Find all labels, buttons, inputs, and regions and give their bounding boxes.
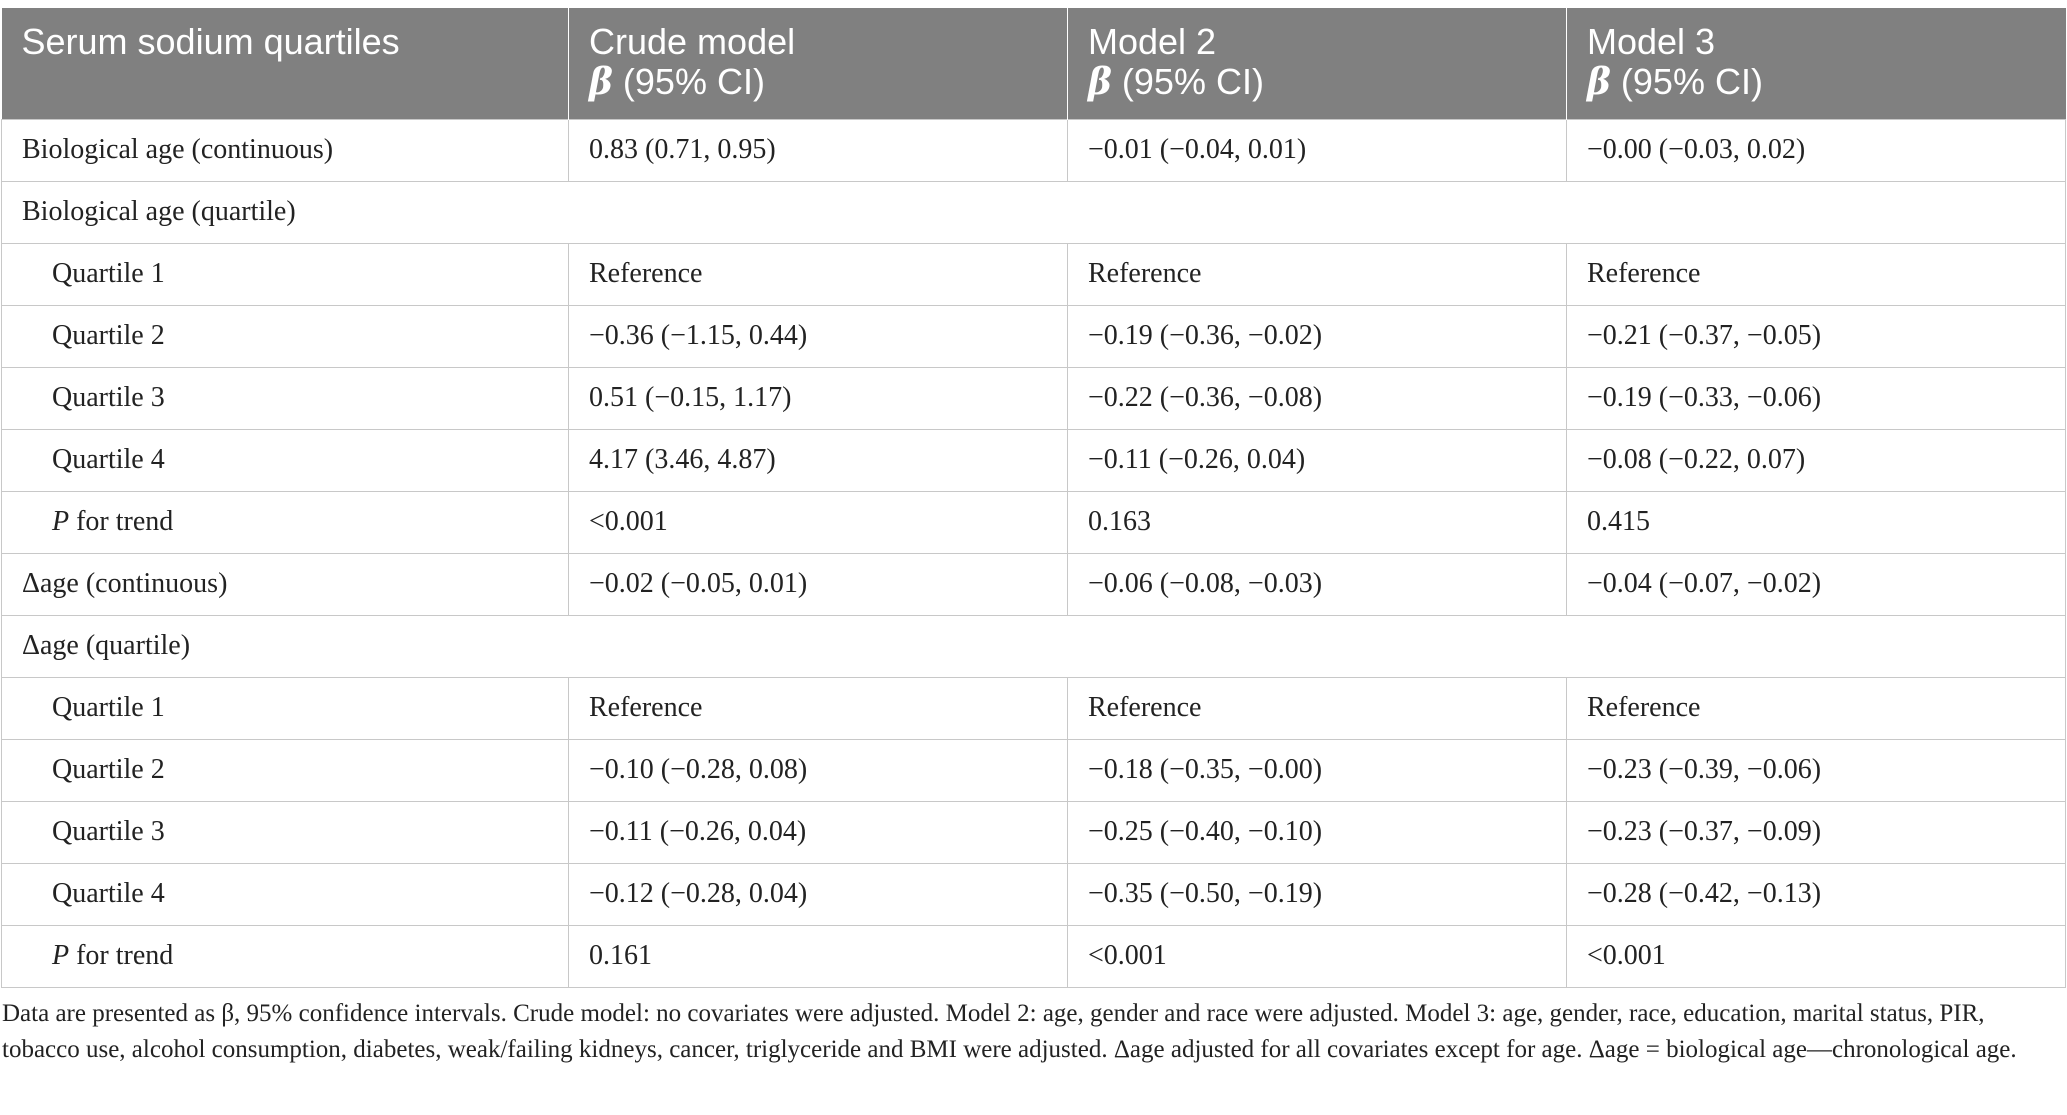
table-row [2,677,2066,739]
section-label: Biological age (quartile) [2,181,2066,243]
model2-value: −0.18 (−0.35, −0.00) [1068,739,1567,801]
table-row [2,553,2066,615]
model3-value: −0.23 (−0.39, −0.06) [1567,739,2066,801]
p-symbol: P [52,506,70,537]
crude-value: −0.11 (−0.26, 0.04) [569,801,1068,863]
crude-value: Reference [569,243,1068,305]
model3-value: −0.19 (−0.33, −0.06) [1567,367,2066,429]
table-row [2,243,2066,305]
crude-value: −0.12 (−0.28, 0.04) [569,863,1068,925]
model2-value: −0.06 (−0.08, −0.03) [1068,553,1567,615]
ci-label: (95% CI) [1111,61,1264,102]
row-label: Δage (continuous) [2,553,569,615]
model2-value: Reference [1068,243,1567,305]
model2-value: <0.001 [1068,925,1567,987]
p-trend-text: for trend [69,506,174,537]
model3-value: −0.28 (−0.42, −0.13) [1567,863,2066,925]
model2-value: 0.163 [1068,491,1567,553]
model3-value: −0.08 (−0.22, 0.07) [1567,429,2066,491]
header-model-2 [1068,8,1567,119]
row-label: Quartile 4 [2,429,569,491]
model2-value: −0.19 (−0.36, −0.02) [1068,305,1567,367]
p-symbol: P [52,940,70,971]
section-label: Δage (quartile) [2,615,2066,677]
header-model-3 [1567,8,2066,119]
crude-value: Reference [569,677,1068,739]
model3-value: −0.23 (−0.37, −0.09) [1567,801,2066,863]
table-section-row [2,181,2066,243]
model2-value: −0.01 (−0.04, 0.01) [1068,119,1567,181]
p-trend-text: for trend [69,940,174,971]
beta-symbol: β [1088,61,1112,103]
header-label: Crude model [589,21,796,62]
model2-value: −0.11 (−0.26, 0.04) [1068,429,1567,491]
header-row [2,8,2066,119]
model2-value: −0.25 (−0.40, −0.10) [1068,801,1567,863]
model3-value: −0.00 (−0.03, 0.02) [1567,119,2066,181]
header-label: Serum sodium quartiles [21,21,400,62]
model3-value: Reference [1567,677,2066,739]
model2-value: −0.35 (−0.50, −0.19) [1068,863,1567,925]
model3-value: <0.001 [1567,925,2066,987]
table-row [2,863,2066,925]
table-header [2,8,2066,119]
crude-value: 4.17 (3.46, 4.87) [569,429,1068,491]
table-row [2,801,2066,863]
crude-value: −0.02 (−0.05, 0.01) [569,553,1068,615]
ci-label: (95% CI) [612,61,765,102]
crude-value: 0.51 (−0.15, 1.17) [569,367,1068,429]
model3-value: 0.415 [1567,491,2066,553]
beta-symbol: β [1587,61,1611,103]
table-row [2,119,2066,181]
row-label: Quartile 3 [2,801,569,863]
crude-value: 0.83 (0.71, 0.95) [569,119,1068,181]
table-row [2,491,2066,553]
model3-value: Reference [1567,243,2066,305]
model3-value: −0.21 (−0.37, −0.05) [1567,305,2066,367]
table-row [2,429,2066,491]
header-crude-model [569,8,1068,119]
table-footnote: Data are presented as β, 95% confidence intervals. Crude model: no covariates were adjusted. Model 2: age, gender and race were adjusted. Model 3: age, gender, race, education, marital status, PIR, tobacco use, alcohol consumption, diabetes, weak/failing kidneys, cancer, triglyceride and BMI were adjusted. Δage adjusted for all covariates except for age. Δage = biological age—chronological age. [2,1000,2017,1063]
table-row [2,305,2066,367]
crude-value: 0.161 [569,925,1068,987]
row-label: Quartile 1 [2,677,569,739]
row-label: Quartile 3 [2,367,569,429]
row-label: Quartile 2 [2,305,569,367]
header-serum-sodium-quartiles [2,8,569,119]
table-body [2,119,2066,987]
beta-symbol: β [589,61,613,103]
row-label: Quartile 1 [2,243,569,305]
header-label: Model 3 [1587,21,1716,62]
crude-value: −0.10 (−0.28, 0.08) [569,739,1068,801]
row-label: Quartile 4 [2,863,569,925]
row-label-p-trend [2,925,569,987]
table-row [2,739,2066,801]
model3-value: −0.04 (−0.07, −0.02) [1567,553,2066,615]
row-label: Quartile 2 [2,739,569,801]
row-label: Biological age (continuous) [2,119,569,181]
results-table [1,8,2066,988]
header-label: Model 2 [1088,21,1217,62]
crude-value: −0.36 (−1.15, 0.44) [569,305,1068,367]
row-label-p-trend [2,491,569,553]
model2-value: −0.22 (−0.36, −0.08) [1068,367,1567,429]
table-row [2,367,2066,429]
table-section-row [2,615,2066,677]
ci-label: (95% CI) [1610,61,1763,102]
model2-value: Reference [1068,677,1567,739]
crude-value: <0.001 [569,491,1068,553]
table-row [2,925,2066,987]
